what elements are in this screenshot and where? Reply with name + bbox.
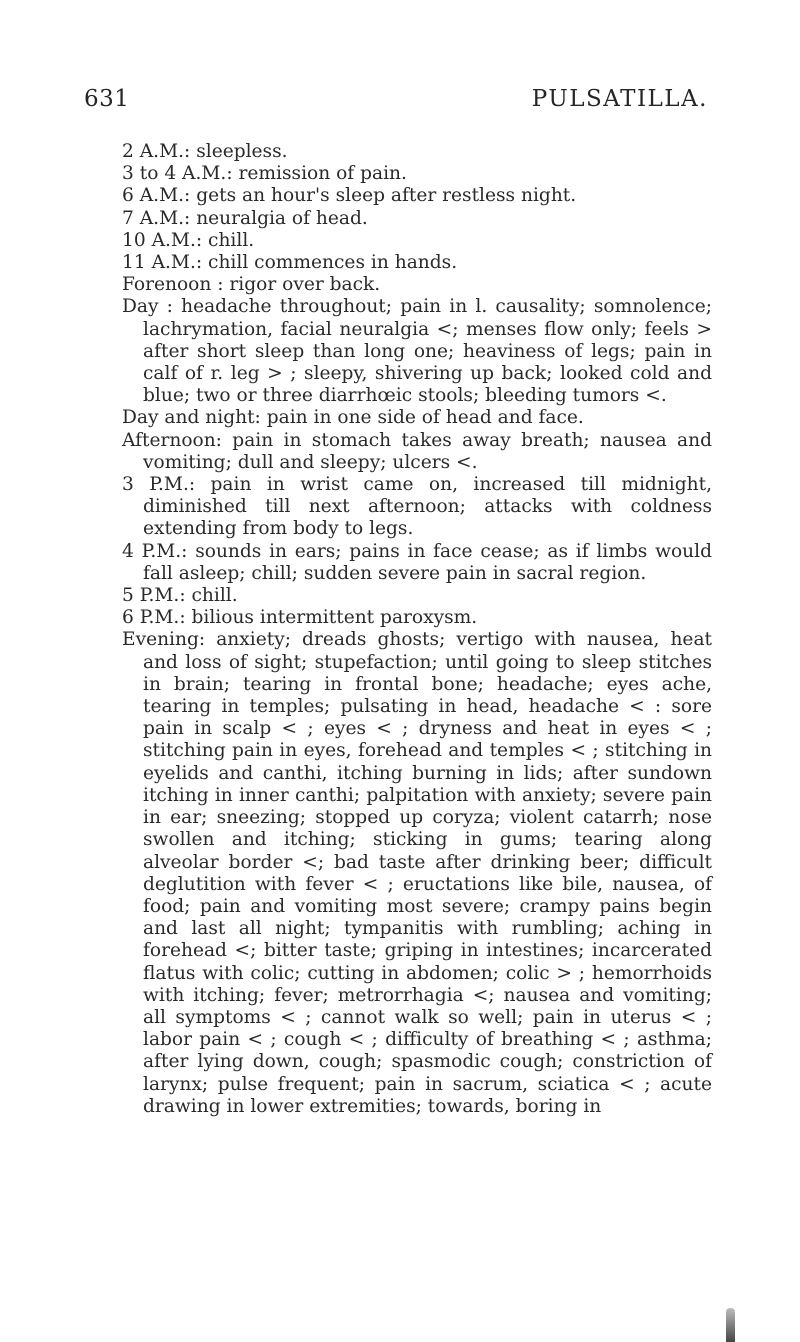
page-edge-mark — [726, 1308, 735, 1342]
entry-6pm: 6 P.M.: bilious intermittent paroxysm. — [122, 607, 478, 629]
entry-forenoon: Forenoon : rigor over back. — [122, 274, 381, 296]
entry-evening: Evening: anxiety; dreads ghosts; vertigo with nausea, heat and loss of sight; stupefaction; until going to sleep stitches in brain; tearing in frontal bone; headache; eyes ache, tearing in temples; pulsating in head, headache < : sore pain in scalp < ; eyes < ; dryness and heat in eyes < ; stitching pain in eyes, forehead and temples < ; stitching in eyelids and canthi, itching burning in lids; after sundown itching in inner canthi; palpitation with anxiety; severe pain in ear; sneezing; stopped up coryza; violent catarrh; nose swollen and itching; sticking in gums; tearing along alveolar border <; bad taste after drinking beer; difficult deglutition with fever < ; eructations like bile, nausea, of food; pain and vomiting most severe; crampy pains begin and last all night; tympanitis with rumbling; aching in forehead <; bitter taste; griping in intestines; incarcerated flatus with colic; cutting in abdomen; colic > ; hemorrhoids with itching; fever; metrorrhagia <; nausea and vomiting; all symptoms < ; cannot walk so well; pain in uterus < ; labor pain < ; cough < ; difficulty of breathing < ; asthma; after lying down, cough; spasmodic cough; constriction of larynx; pulse frequent; pain in sacrum, sciatica < ; acute drawing in lower extremities; towards, boring in — [122, 629, 712, 1117]
entry-11am: 11 A.M.: chill commences in hands. — [122, 252, 458, 274]
entry-day-and-night: Day and night: pain in one side of head and face. — [122, 407, 584, 429]
entry-2am: 2 A.M.: sleepless. — [122, 141, 288, 162]
page-number: 631 — [84, 86, 130, 112]
entry-afternoon: Afternoon: pain in stomach takes away breath; nausea and vomiting; dull and sleepy; ulcers <. — [122, 429, 712, 473]
symptom-text-block — [122, 141, 712, 1118]
entry-6am: 6 A.M.: gets an hour's sleep after restless night. — [122, 185, 577, 207]
entry-4pm: 4 P.M.: sounds in ears; pains in face cease; as if limbs would fall asleep; chill; sudden severe pain in sacral region. — [122, 540, 712, 584]
entry-3pm: 3 P.M.: pain in wrist came on, increased till midnight, diminished till next afternoon; attacks with coldness extending from body to legs. — [122, 474, 712, 540]
running-head: PULSATILLA. — [531, 86, 708, 112]
entry-10am: 10 A.M.: chill. — [122, 229, 255, 251]
entry-day: Day : headache throughout; pain in l. causality; somnolence; lachrymation, facial neuralgia <; menses flow only; feels > after short sleep than long one; heaviness of legs; pain in calf of r. leg > ; sleepy, shivering up back; looked cold and blue; two or three diarrhœic stools; bleeding tumors <. — [122, 296, 712, 407]
entry-3-to-4am: 3 to 4 A.M.: remission of pain. — [122, 163, 407, 185]
entry-5pm: 5 P.M.: chill. — [122, 585, 238, 607]
entry-7am: 7 A.M.: neuralgia of head. — [122, 207, 368, 229]
